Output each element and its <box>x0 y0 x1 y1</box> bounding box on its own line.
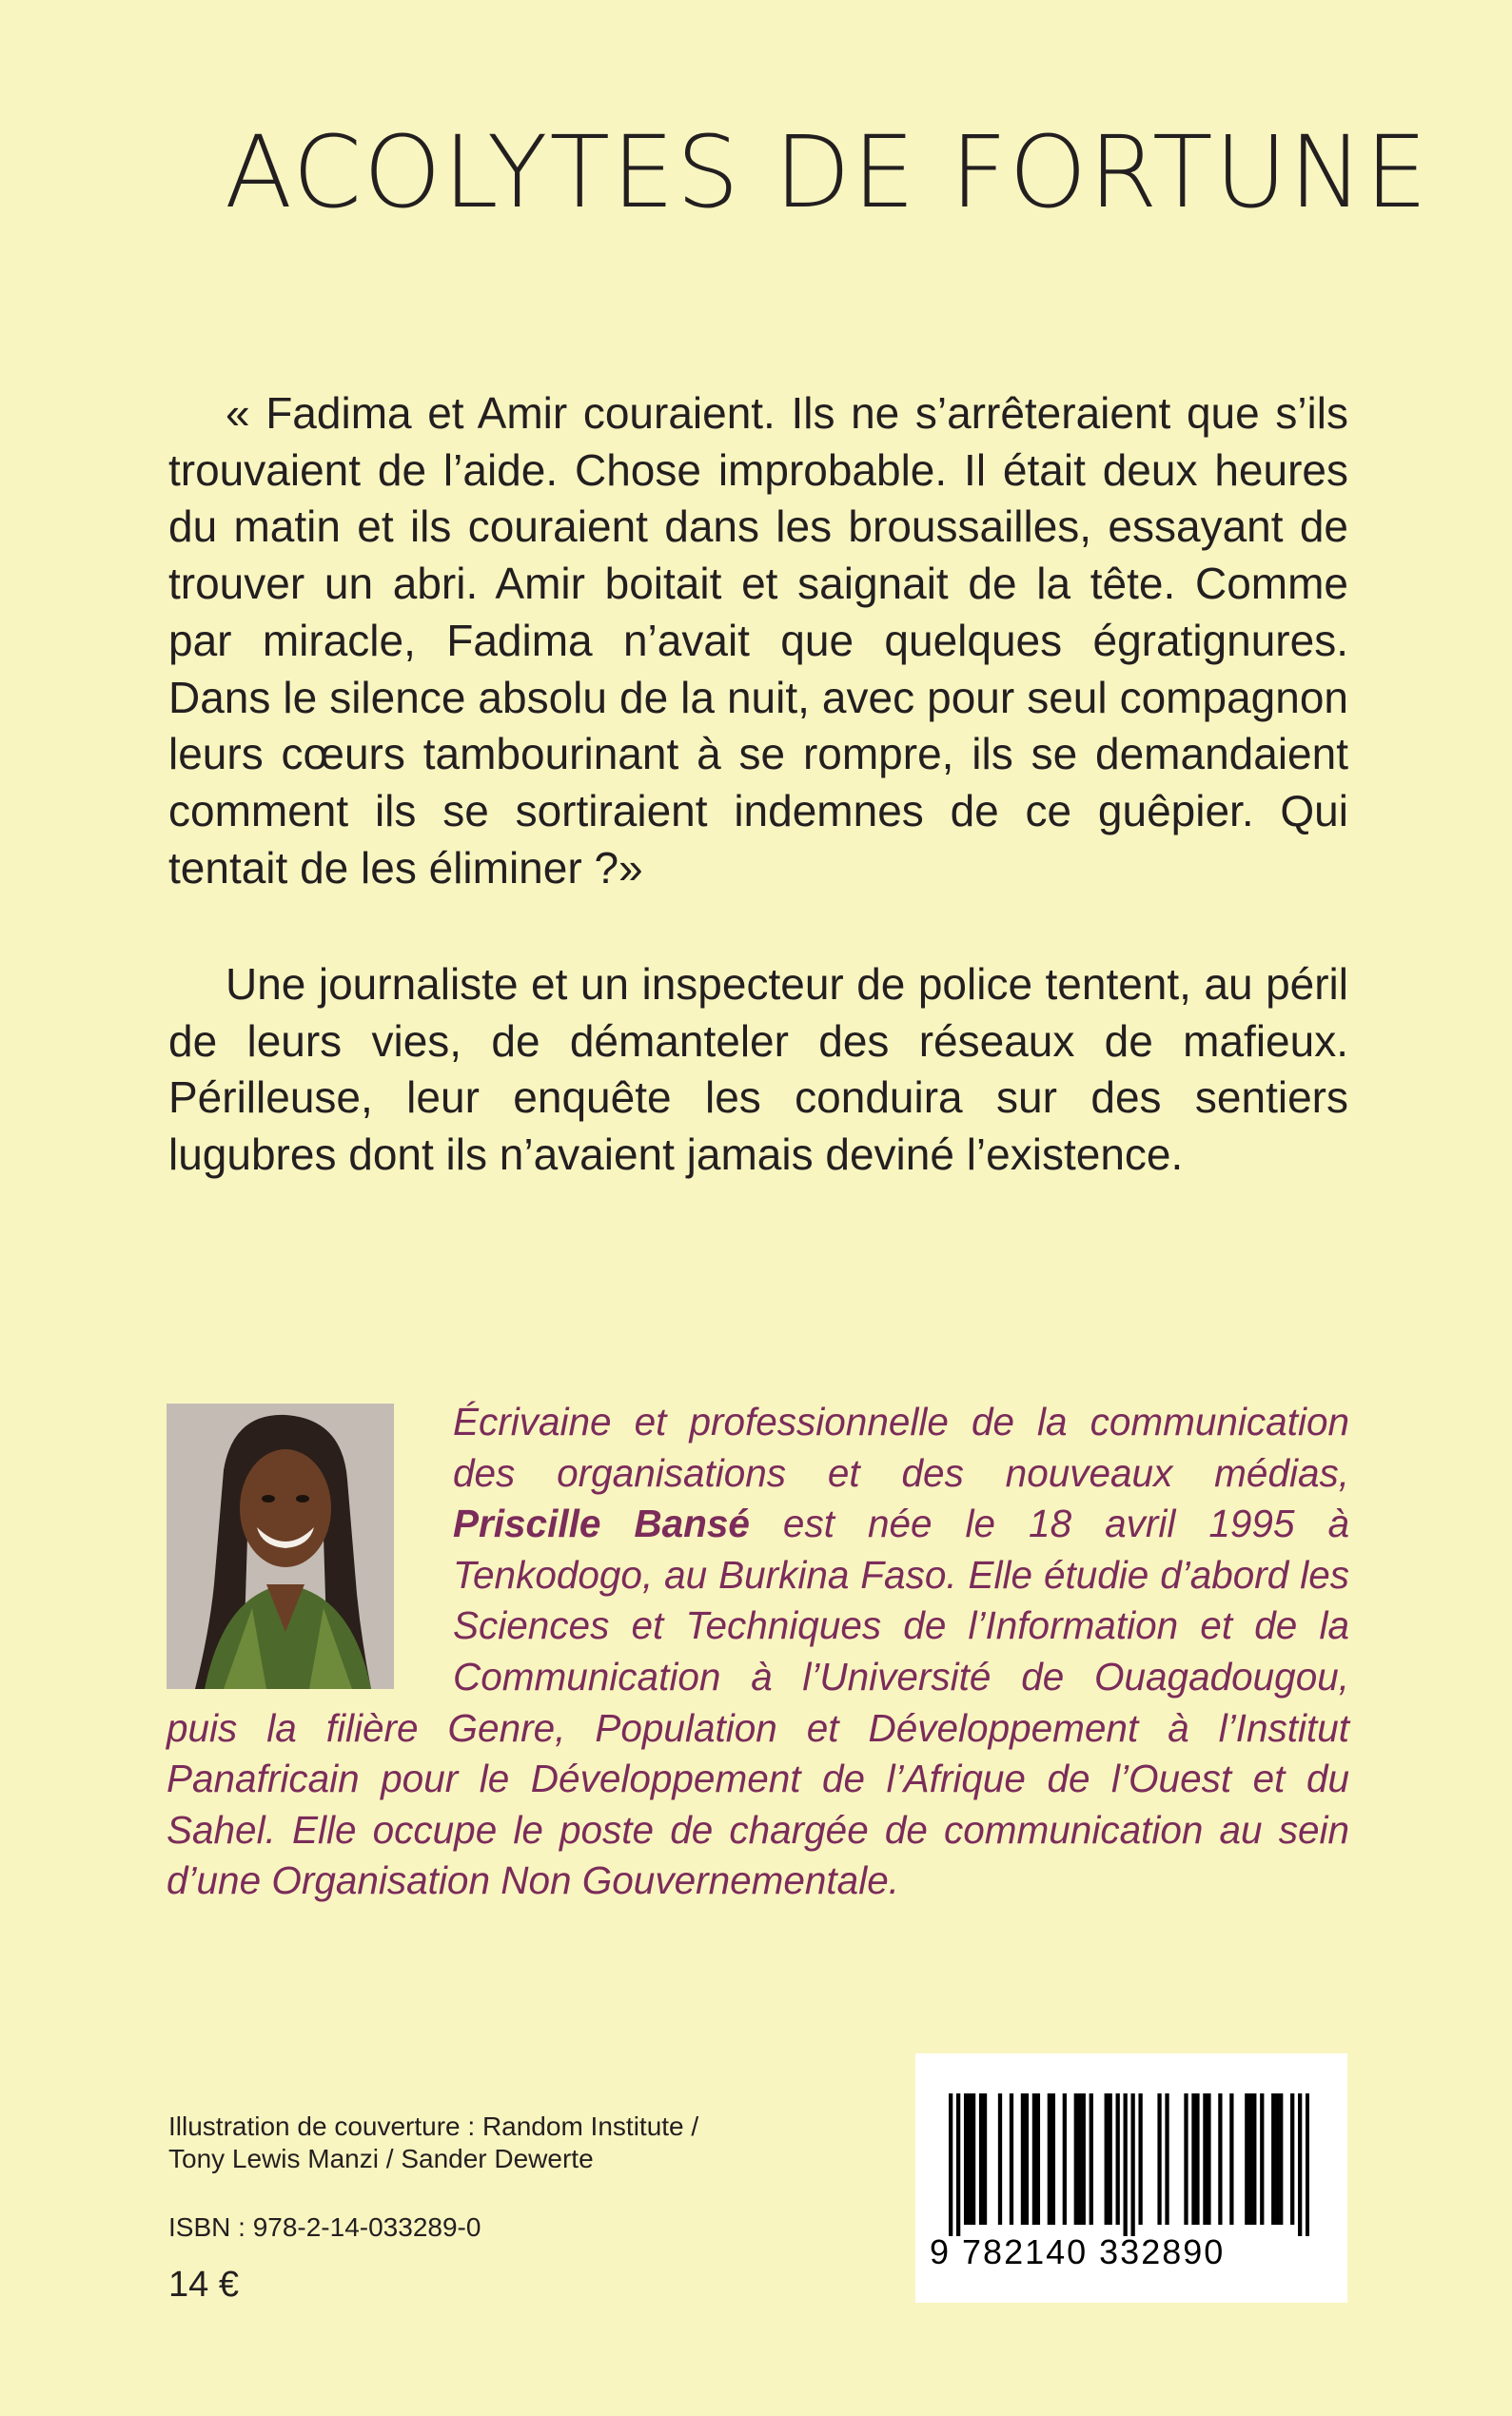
barcode-bar <box>1082 2093 1086 2225</box>
author-bio-intro: Écrivaine et professionnelle de la communication des organisations et des nouveaux médias, <box>453 1400 1349 1495</box>
barcode-bar <box>1078 2093 1082 2225</box>
barcode-bar <box>1203 2093 1207 2225</box>
barcode-bar <box>1279 2093 1283 2225</box>
barcode-bar <box>1048 2093 1051 2225</box>
barcode-bar <box>1032 2093 1036 2225</box>
barcode-bar <box>1298 2093 1302 2236</box>
author-bio-rest: est née le 18 avril 1995 à Tenkodogo, au Burkina Faso. Elle étudie d’abord les Sciences et Techniques de l’Information et de la Communication à l’Université de Ouagadougou, puis la filière Genre, Population et Développement à l’Institut Panafricain pour le Développement de l’Afrique de l’Ouest et du Sahel. Elle occupe le poste de chargée de communication au sein d’une Organisation Non Gouvernementale. <box>167 1502 1349 1903</box>
barcode-bar <box>998 2093 1002 2225</box>
isbn: ISBN : 978-2-14-033289-0 <box>168 2212 481 2242</box>
barcode-bars <box>949 2093 1309 2236</box>
barcode-bar <box>1130 2093 1134 2236</box>
barcode-bar <box>1025 2093 1029 2225</box>
barcode-bar <box>1157 2093 1161 2225</box>
excerpt-quote: « Fadima et Amir couraient. Ils ne s’arrêteraient que s’ils trouvaient de l’aide. Chose improbable. Il était deux heures du matin et ils couraient dans les broussailles, essayant de trouver un abri. Amir boitait et saignait de la tête. Comme par miracle, Fadima n’avait que quelques égratignures. Dans le silence absolu de la nuit, avec pour seul compagnon leurs cœurs tambourinant à se rompre, ils se demandaient comment ils se sortiraient indemnes de ce guêpier. Qui tentait de les éliminer ?» <box>168 388 1348 893</box>
barcode-bar <box>1229 2093 1233 2225</box>
barcode-digits: 9 782140 332890 <box>930 2232 1226 2271</box>
author-name: Priscille Bansé <box>453 1502 750 1546</box>
barcode-bar <box>1063 2093 1067 2225</box>
barcode-bar <box>1051 2093 1055 2225</box>
author-bio <box>167 1397 1349 1907</box>
barcode-bar <box>972 2093 975 2225</box>
barcode-bar <box>1124 2093 1128 2236</box>
book-title: ACOLYTES DE FORTUNE <box>225 114 1430 230</box>
barcode-bar <box>1191 2093 1195 2225</box>
barcode-bar <box>1010 2093 1013 2225</box>
price: 14 € <box>168 2265 239 2305</box>
barcode-bar <box>1105 2093 1109 2225</box>
barcode-bar <box>1248 2093 1252 2225</box>
barcode-bar <box>1090 2093 1093 2225</box>
barcode-bar <box>1218 2093 1222 2225</box>
barcode-bar <box>1074 2093 1078 2225</box>
barcode-bar <box>1184 2093 1188 2225</box>
barcode-bar <box>1021 2093 1025 2225</box>
barcode-bar <box>1271 2093 1275 2225</box>
barcode-bar <box>1116 2093 1120 2225</box>
cover-credits <box>168 2111 698 2175</box>
barcode-bar <box>968 2093 972 2225</box>
barcode-bar <box>1109 2093 1112 2225</box>
credits-line-1: Illustration de couverture : Random Institute / <box>168 2112 699 2141</box>
barcode-bar <box>1245 2093 1248 2225</box>
author-photo <box>167 1404 394 1689</box>
barcode-bar <box>1207 2093 1210 2225</box>
barcode-bar <box>1195 2093 1199 2225</box>
barcode-bar <box>979 2093 983 2225</box>
barcode-bar <box>1306 2093 1309 2236</box>
barcode-bar <box>964 2093 968 2225</box>
barcode-bar <box>1290 2093 1294 2225</box>
barcode-bar <box>956 2093 960 2236</box>
barcode <box>915 2053 1347 2303</box>
barcode-bar <box>1252 2093 1256 2225</box>
credits-line-2: Tony Lewis Manzi / Sander Dewerte <box>168 2144 594 2173</box>
barcode-bar <box>1165 2093 1168 2225</box>
author-portrait-image <box>167 1404 394 1689</box>
barcode-bar <box>1275 2093 1279 2225</box>
barcode-bar <box>1138 2093 1142 2225</box>
book-summary: Une journaliste et un inspecteur de police tentent, au péril de leurs vies, de démanteler des réseaux de mafieux. Périlleuse, leur enquête les conduira sur des sentiers lugubres dont ils n’avaient jamais deviné l’existence. <box>168 959 1348 1180</box>
barcode-bar <box>983 2093 987 2225</box>
barcode-bar <box>1036 2093 1040 2225</box>
barcode-bar <box>949 2093 952 2236</box>
barcode-bar <box>1260 2093 1264 2225</box>
